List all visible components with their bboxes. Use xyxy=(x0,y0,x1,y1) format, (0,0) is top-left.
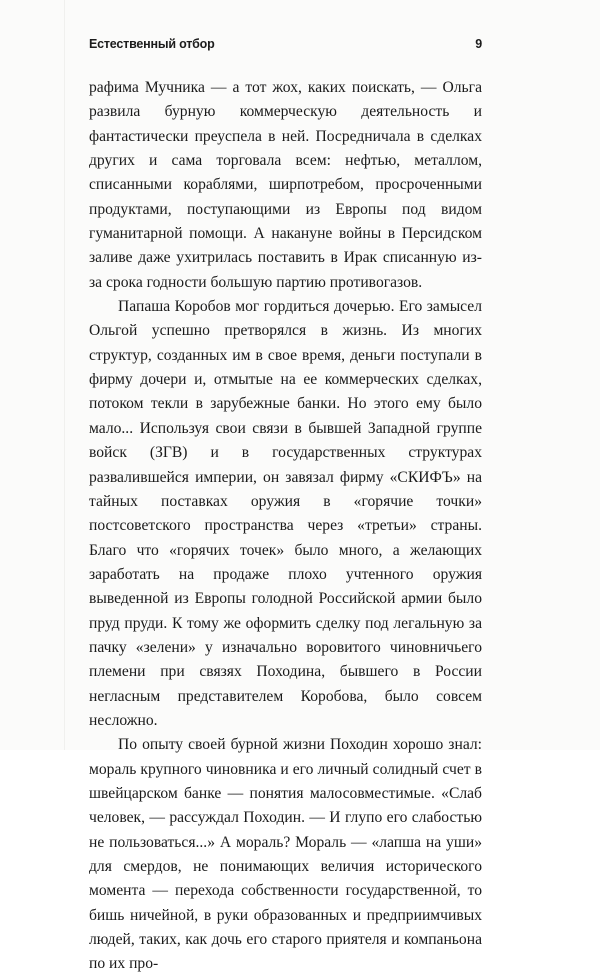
page-number: 9 xyxy=(475,37,482,51)
running-section-title: Естественный отбор xyxy=(89,37,215,51)
page-edge-shadow xyxy=(64,0,65,750)
paragraph-1: рафима Мучника — а тот жох, каких поискать, — Ольга развила бурную коммерческую деятельность и фантастически преуспела в ней. Посредничала в сделках других и сама торговала всем: нефтью, металлом, списанными кораблями, ширпотребом, просроченными продуктами, поступающими из Европы под видом гуманитарной помощи. А накануне войны в Персидском заливе даже ухитрилась поставить в Ирак списанную из-за срока годности большую партию противогазов. xyxy=(89,79,482,291)
paragraph-3: По опыту своей бурной жизни Походин хорошо знал: мораль крупного чиновника и его личный солидный счет в швейцарском банке — понятия малосовместимые. «Слаб человек, — рассуждал Походин. — И глупо его слабостью не пользоваться...» А мораль? Мораль — «лапша на уши» для смердов, не понимающих величия исторического момента — перехода собственности государственной, то бишь ничейной, в руки образованных и предприимчивых людей, таких, как дочь его старого приятеля и компаньона по их про- xyxy=(89,736,482,973)
paragraph-2: Папаша Коробов мог гордиться дочерью. Его замысел Ольгой успешно претворялся в жизнь. Из многих структур, созданных им в свое время, деньги поступали в фирму дочери и, отмытые на ее коммерческих сделках, потоком текли в зарубежные банки. Но этого ему было мало... Используя свои связи в бывшей Западной группе войск (ЗГВ) и в государственных структурах развалившейся империи, он завязал фирму «СКИФЪ» на тайных поставках оружия в «горячие точки» постсоветского пространства через «третьи» страны. Благо что «горячих точек» было много, а желающих заработать на продаже плохо учтенного оружия выведенной из Европы голодной Российской армии было пруд пруди. К тому же оформить сделку под легальную за пачку «зелени» у изначально воровитого чиновничьего племени при связях Походина, бывшего в России негласным представителем Коробова, было совсем несложно. xyxy=(89,298,482,729)
running-head xyxy=(89,37,482,57)
body-text xyxy=(89,76,482,977)
